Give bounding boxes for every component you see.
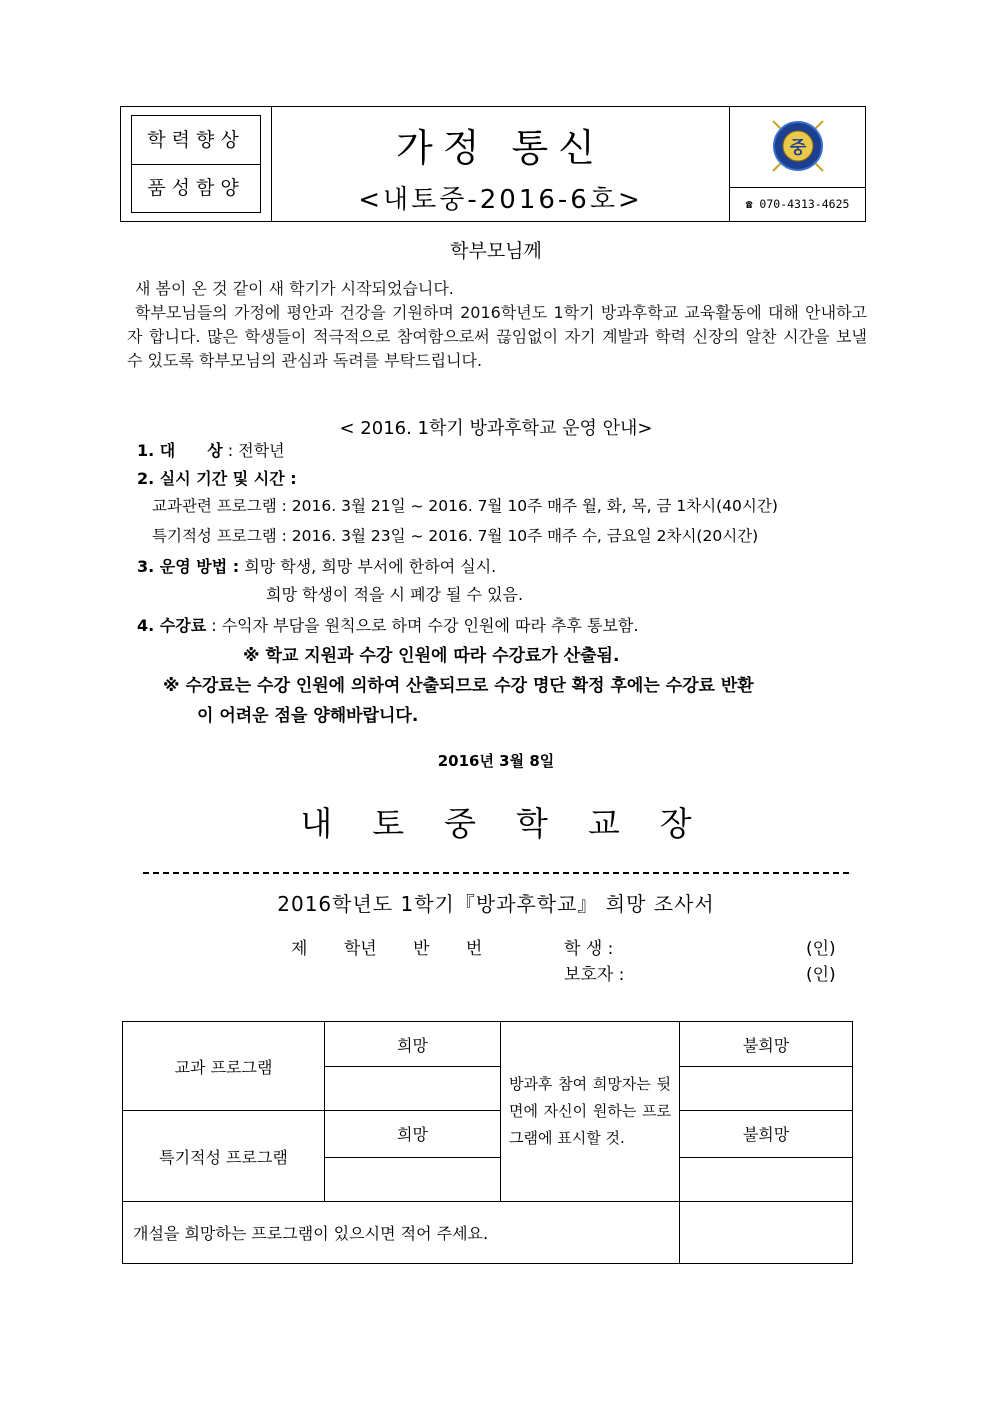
item2 bbox=[137, 466, 297, 489]
phone-number: ☎ 070-4313-4625 bbox=[730, 187, 865, 221]
principal-signature: 내토중학교장 bbox=[300, 804, 732, 843]
student-seal: (인) bbox=[806, 939, 836, 959]
school-emblem-icon bbox=[767, 115, 829, 177]
item4 bbox=[137, 613, 638, 636]
emblem-char: 중 bbox=[789, 138, 807, 158]
row-label-academic: 교과 프로그램 bbox=[123, 1022, 325, 1111]
note-2-line2: 이 어려운 점을 양해바랍니다. bbox=[197, 706, 419, 726]
item3-line2: 희망 학생이 적을 시 폐강 될 수 있음. bbox=[266, 585, 524, 604]
item3-label: 3. 운영 방법 : bbox=[137, 557, 240, 576]
item2-schedule-1: 교과관련 프로그램 : 2016. 3월 21일 ~ 2016. 7월 10주 매주 월, 화, 목, 금 1차시(40시간) bbox=[152, 497, 778, 515]
notice-title: < 2016. 1학기 방과후학교 운영 안내> bbox=[339, 418, 653, 439]
item1-label: 1. 대 상 bbox=[137, 441, 223, 460]
grade-class-number: 제 학년 반 번 bbox=[291, 939, 483, 959]
cut-line bbox=[143, 872, 849, 874]
item2-schedule-2: 특기적성 프로그램 : 2016. 3월 23일 ~ 2016. 7월 10주 매주 수, 금요일 2차시(20시간) bbox=[152, 527, 759, 545]
salutation: 학부모님께 bbox=[450, 240, 542, 262]
item3-value: 희망 학생, 희망 부서에 한하여 실시. bbox=[244, 557, 497, 576]
guardian-label: 보호자 : bbox=[564, 965, 625, 985]
checkbox-no-hope-special[interactable] bbox=[680, 1157, 853, 1201]
header-hope-special: 희망 bbox=[325, 1111, 501, 1157]
instructions-cell: 방과후 참여 희망자는 뒷면에 자신이 원하는 프로그램에 표시할 것. bbox=[501, 1022, 680, 1202]
motto-box bbox=[131, 115, 261, 213]
greeting-body bbox=[127, 277, 867, 373]
item1-value: : 전학년 bbox=[227, 441, 285, 460]
item1 bbox=[137, 438, 285, 461]
greeting-paragraph-2: 학부모님들의 가정에 평안과 건강을 기원하며 2016학년도 1학기 방과후학교 교육활동에 대해 안내하고자 합니다. 많은 학생들이 적극적으로 참여함으로써 끊임없이 자기 계발과 학력 신장의 알찬 시간을 보낼 수 있도록 학부모님의 관심과 독려를 부탁드립니다. bbox=[127, 303, 867, 370]
note-1: ※ 학교 지원과 수강 인원에 따라 수강료가 산출됨. bbox=[243, 646, 620, 666]
document-title: 가정 통신 bbox=[396, 126, 605, 170]
header-no-hope-academic: 불희망 bbox=[680, 1022, 853, 1067]
guardian-seal: (인) bbox=[806, 965, 836, 985]
item4-value: : 수익자 부담을 원칙으로 하며 수강 인원에 따라 추후 통보함. bbox=[211, 616, 639, 635]
program-request-field[interactable] bbox=[680, 1201, 853, 1263]
program-request-label: 개설을 희망하는 프로그램이 있으시면 적어 주세요. bbox=[123, 1201, 680, 1263]
note-2-line1: ※ 수강료는 수강 인원에 의하여 산출되므로 수강 명단 확정 후에는 수강료 반환 bbox=[163, 676, 754, 696]
item2-label: 2. 실시 기간 및 시간 : bbox=[137, 469, 297, 488]
motto-cell bbox=[121, 107, 272, 221]
item4-label: 4. 수강료 bbox=[137, 616, 207, 635]
motto-bottom: 품성함양 bbox=[147, 177, 245, 199]
greeting-paragraph-1: 새 봄이 온 것 같이 새 학기가 시작되었습니다. bbox=[135, 279, 454, 298]
item3 bbox=[137, 554, 496, 577]
survey-table bbox=[122, 1021, 853, 1264]
student-label: 학 생 : bbox=[564, 939, 614, 959]
issue-number: <내토중-2016-6호> bbox=[358, 185, 643, 215]
letterhead bbox=[120, 106, 866, 222]
checkbox-hope-special[interactable] bbox=[325, 1157, 501, 1201]
emblem-cell bbox=[730, 107, 865, 221]
row-label-special: 특기적성 프로그램 bbox=[123, 1111, 325, 1201]
survey-title: 2016학년도 1학기『방과후학교』 희망 조사서 bbox=[277, 892, 715, 916]
header-hope-academic: 희망 bbox=[325, 1022, 501, 1067]
checkbox-hope-academic[interactable] bbox=[325, 1067, 501, 1111]
issue-date: 2016년 3월 8일 bbox=[437, 752, 555, 770]
header-no-hope-special: 불희망 bbox=[680, 1111, 853, 1157]
checkbox-no-hope-academic[interactable] bbox=[680, 1067, 853, 1111]
motto-top: 학력향상 bbox=[132, 116, 260, 165]
title-cell bbox=[272, 107, 730, 221]
